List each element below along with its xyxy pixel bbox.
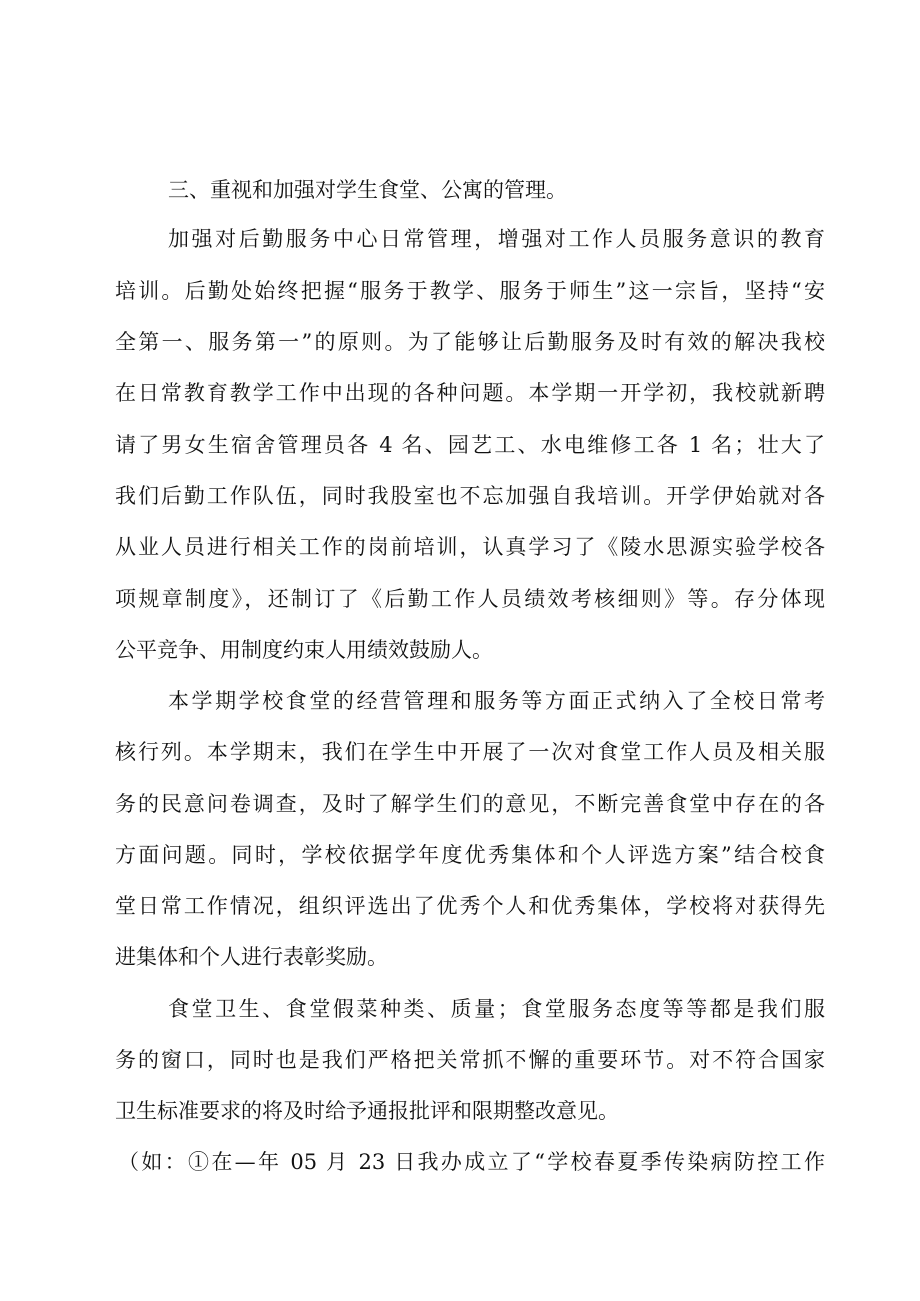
text-line: 进集体和个人进行表彰奖励。 xyxy=(115,945,388,969)
text-line: 务的窗口，同时也是我们严格把关常抓不懈的重要环节。对不符合国家 xyxy=(115,1048,825,1072)
text-line: 方面问题。同时，学校依据学年度优秀集体和个人评选方案”结合校食 xyxy=(115,843,825,867)
text-line: 项规章制度》，还制订了《后勤工作人员绩效考核细则》等。存分体现 xyxy=(115,587,825,611)
text-line: 公平竞争、用制度约束人用绩效鼓励人。 xyxy=(115,638,493,662)
text-line: 务的民意问卷调查，及时了解学生们的意见，不断完善食堂中存在的各 xyxy=(115,792,825,816)
section-heading: 三、重视和加强对学生食堂、公寓的管理。 xyxy=(168,178,567,202)
text-line: 培训。后勤处始终把握“服务于教学、服务于师生”这一宗旨，坚持“安 xyxy=(115,279,825,303)
text-line: 加强对后勤服务中心日常管理，增强对工作人员服务意识的教育 xyxy=(168,227,825,251)
text-line: 请了男女生宿舍管理员各 4 名、园艺工、水电维修工各 1 名；壮大了 xyxy=(115,433,825,457)
text-line: （如：①在—年 05 月 23 日我办成立了“学校春夏季传染病防控工作 xyxy=(118,1150,825,1174)
text-line: 本学期学校食堂的经营管理和服务等方面正式纳入了全校日常考 xyxy=(168,689,825,713)
text-line: 核行列。本学期末，我们在学生中开展了一次对食堂工作人员及相关服 xyxy=(115,740,825,764)
text-line: 从业人员进行相关工作的岗前培训，认真学习了《陵水思源实验学校各 xyxy=(115,535,825,559)
text-line: 全第一、服务第一”的原则。为了能够让后勤服务及时有效的解决我校 xyxy=(115,330,825,354)
text-line: 我们后勤工作队伍，同时我股室也不忘加强自我培训。开学伊始就对各 xyxy=(115,484,825,508)
text-line: 食堂卫生、食堂假菜种类、质量；食堂服务态度等等都是我们服 xyxy=(168,997,825,1021)
text-line: 在日常教育教学工作中出现的各种问题。本学期一开学初，我校就新聘 xyxy=(115,381,825,405)
text-line: 卫生标准要求的将及时给予通报批评和限期整改意见。 xyxy=(115,1099,619,1123)
text-line: 堂日常工作情况，组织评选出了优秀个人和优秀集体，学校将对获得先 xyxy=(115,894,825,918)
